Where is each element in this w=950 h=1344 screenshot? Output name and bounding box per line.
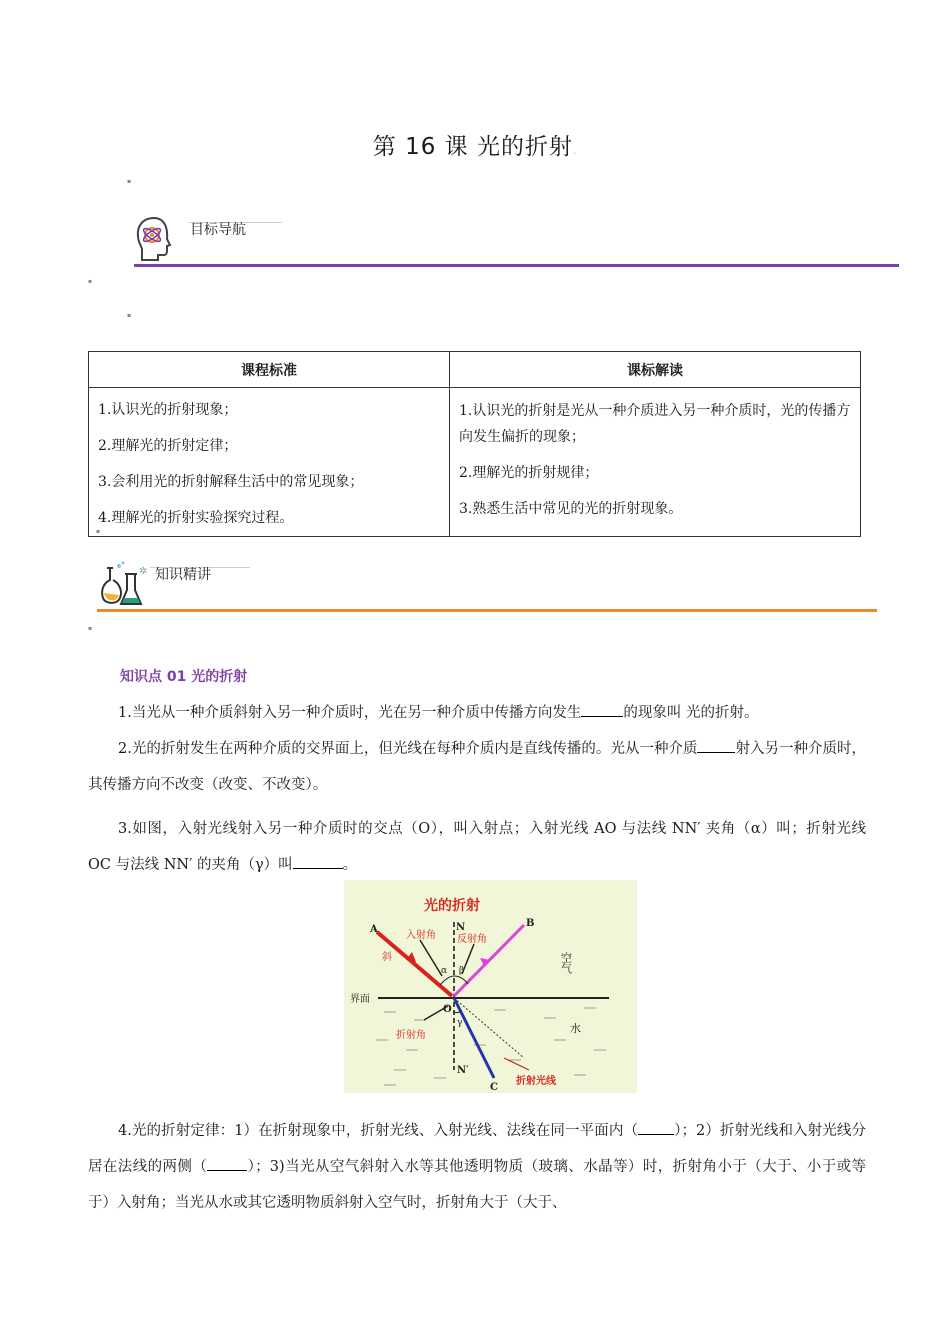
label-air: 空气 [559,952,573,974]
label-alpha: α [441,966,448,976]
fill-blank[interactable] [638,1119,674,1135]
section-goal-label: 目标导航 [190,222,246,238]
label-c: C [490,1082,498,1093]
standard-item: 1.认识光的折射现象； [98,402,238,418]
paragraph-text: 2.光的折射发生在两种介质的交界面上，但光线在每种介质内是直线传播的。光从一种介质 [118,741,698,757]
fill-blank[interactable] [581,701,623,717]
interpretation-item: 2.理解光的折射规律； [459,465,599,481]
flask-icon [97,560,148,610]
refraction-diagram [344,880,637,1093]
label-oblique: 斜 [382,952,392,963]
label-interface: 界面 [350,994,370,1005]
label-b: B [526,918,535,929]
standard-item: 4.理解光的折射实验探究过程。 [98,510,294,526]
interpretation-item: 1.认识光的折射是光从一种介质进入另一种介质时，光的传播方向发生偏折的现象； [459,403,851,445]
interpretation-cell [450,388,861,537]
section-knowledge-label: 知识精讲 [155,567,211,583]
paragraph-text: 的现象叫 光的折射。 [623,705,759,721]
paragraph-mark: ▪ [127,178,132,185]
paragraph-text: ）；2）折射光线和入射光线分居在法线的两侧（ [88,1123,866,1175]
paragraph-mark: ▪ [96,528,101,535]
label-refracted-ray: 折射光线 [516,1076,556,1087]
paragraph-2 [88,731,866,803]
paragraph-3 [88,811,866,883]
label-n: N [456,922,466,933]
paragraph-text: 1.当光从一种介质斜射入另一种介质时，光在另一种介质中传播方向发生 [118,705,582,721]
page-title [0,128,950,161]
figure-title: 光的折射 [424,898,480,914]
table-header-interpretation: 课标解读 [450,352,861,388]
fill-blank[interactable] [207,1155,247,1171]
section-divider-purple [134,264,899,267]
paragraph-4 [88,1113,866,1221]
label-beta: β [459,966,465,976]
paragraph-text: 射入另一种介质时，其传播方向不改变（改变、不改变）。 [88,741,866,793]
fill-blank[interactable] [697,737,735,753]
paragraph-text: 。 [342,857,358,873]
paragraph-text: 3.如图，入射光线射入另一种介质时的交点（O），叫入射点；入射光线 AO 与法线 NN′ 夹角（α）叫 [118,821,792,837]
table-header-standard: 课程标准 [89,352,450,388]
fill-blank[interactable] [293,853,343,869]
standard-item: 2.理解光的折射定律； [98,438,238,454]
label-water: 水 [570,1022,581,1035]
label-gamma: γ [457,1018,463,1028]
standard-cell [89,388,450,537]
label-a: A [370,924,378,935]
head-icon [134,215,174,263]
knowledge-point-title: 知识点 01 光的折射 [120,669,248,685]
paragraph-text: ）；3)当光从空气斜射入水等其他透明物质（玻璃、水晶等）时，折射角小于（大于、小于或等于）入射角；当光从水或其它透明物质斜射入空气时，折射角大于（大于、 [88,1159,866,1211]
label-n-prime: N′ [457,1065,469,1076]
label-reflect-angle: 反射角 [457,934,487,945]
paragraph-text: ；折射光线 OC 与法线 NN′ 的夹角（γ）叫 [88,821,866,873]
paragraph-mark: ▪ [88,625,93,632]
title-text: 第 16 课 光的折射 [372,134,573,160]
label-o: O [443,1004,452,1015]
sparkle-icon: ✲ [139,566,148,577]
label-incident-angle: 入射角 [406,930,436,941]
standard-item: 3.会利用光的折射解释生活中的常见现象； [98,474,364,490]
paragraph-mark: ▪ [88,278,93,285]
section-divider-orange [97,609,877,612]
label-refract-angle: 折射角 [396,1030,426,1041]
paragraph-mark: ▪ [127,312,132,319]
paragraph-text: 4.光的折射定律：1）在折射现象中，折射光线、入射光线、法线在同一平面内（ [118,1123,639,1139]
interpretation-item: 3.熟悉生活中常见的光的折射现象。 [459,501,683,517]
title-mark: . [573,146,578,157]
standards-table [88,351,861,537]
paragraph-1 [88,695,866,731]
